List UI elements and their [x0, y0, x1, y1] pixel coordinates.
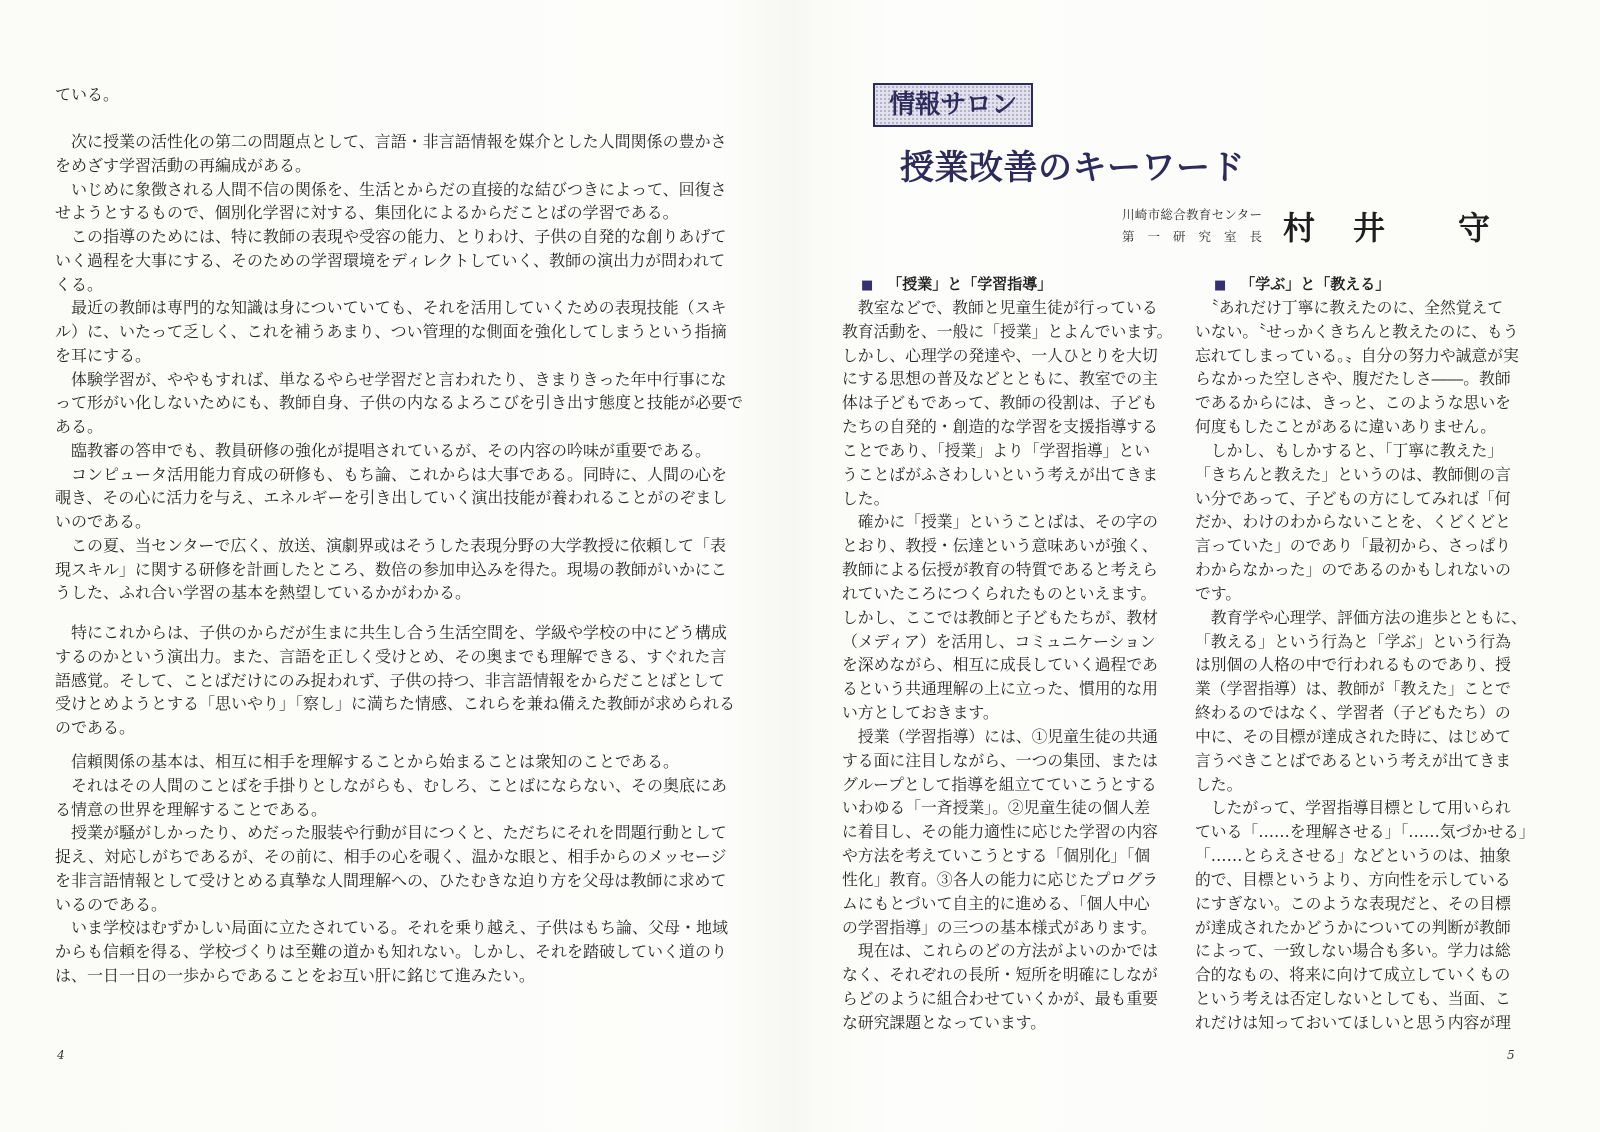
text-line: たちの自発的・創造的な学習を支援指導する	[842, 417, 1158, 437]
text-line: な研究課題となっています。	[842, 1012, 1047, 1032]
text-line: によって、一致しない場合も多い。学力は総	[1195, 941, 1511, 961]
text-line: したがって、学習指導目標として用いられ	[1195, 798, 1511, 818]
section-heading-text: 「授業」と「学習指導」	[887, 275, 1053, 293]
text-line: いく過程を大事にする、そのための学習環境をディレクトしていく、教師の演出力が問われて	[55, 250, 726, 270]
text-line: らどのように組合わせていくかが、最も重要	[842, 989, 1158, 1009]
text-line: のである。	[55, 718, 136, 738]
text-line: は、一日一日の一歩からであることをお互い肝に銘じて進みたい。	[55, 965, 535, 985]
text-line: ている。	[55, 85, 120, 104]
text-line: い分であって、子どもの方にしてみれば「何	[1195, 488, 1511, 508]
text-line: らなかった空しさや、腹だたしさ――。教師	[1195, 369, 1511, 389]
text-line: した。	[1195, 774, 1243, 794]
text-line: であるからには、きっと、このような思いを	[1195, 393, 1511, 413]
essay-body	[55, 83, 775, 988]
text-line: 教室などで、教師と児童生徒が行っている	[842, 298, 1158, 317]
text-line: ムにもとづいて自主的に進める、「個人中心	[842, 893, 1150, 913]
text-line: 捉え、対応しがちであるが、その前に、相手の心を覗く、温かな眼と、相手からのメッセージ	[55, 847, 727, 867]
text-line: した。	[842, 488, 890, 508]
text-line: 授業（学習指導）には、①児童生徒の共通	[842, 726, 1158, 746]
author-position: 第一研究室長	[1122, 229, 1262, 244]
text-line: は別個の人格の中で行われるものであり、授	[1195, 655, 1511, 675]
article-title: 授業改善のキーワード	[900, 148, 1245, 188]
text-line: だか、わけのわからないことを、くどくどと	[1195, 512, 1511, 532]
text-line: を耳にする。	[55, 345, 152, 365]
text-line: それはその人間のことばを手掛りとしながらも、むしろ、ことばにならない、その奥底にあ	[55, 775, 728, 795]
text-line: 業（学習指導）は、教師が「教えた」ことで	[1195, 679, 1511, 699]
section-heading-text: 「学ぶ」と「教える」	[1240, 275, 1391, 293]
text-line: 教師による伝授が教育の特質であると考えら	[842, 560, 1158, 580]
text-line: 次に授業の活性化の第二の問題点として、言語・非言語情報を媒介とした人間関係の豊かさ	[55, 132, 727, 152]
text-line: いわゆる「一斉授業」。②児童生徒の個人差	[842, 798, 1151, 818]
text-line: を深めながら、相互に成長していく過程であ	[842, 655, 1158, 675]
text-line: れていたころにつくられたものといえます。	[842, 583, 1157, 603]
text-line: る情意の世界を理解することである。	[55, 799, 328, 819]
text-line: 教育学や心理学、評価方法の進歩とともに、	[1195, 607, 1527, 627]
paragraph-group	[55, 750, 775, 988]
text-line: 合的なもの、将来に向けて成立していくもの	[1195, 965, 1511, 985]
article-column-1	[842, 272, 1182, 1035]
text-line: （メディア）を活用し、コミュニケーション	[842, 631, 1156, 651]
text-line: です。	[1195, 583, 1242, 603]
text-line: 言うべきことばであるという考えが出てきま	[1195, 750, 1511, 770]
text-line: の学習指導」の三つの基本様式があります。	[842, 917, 1157, 937]
text-line: 〝あれだけ丁寧に教えたのに、全然覚えて	[1195, 298, 1504, 317]
text-line: この指導のためには、特に教師の表現や受容の能力、とりわけ、子供の自発的な創りあげて	[55, 227, 727, 247]
text-line: くる。	[55, 274, 104, 294]
text-line: コンピュータ活用能力育成の研修も、もち論、これからは大事である。同時に、人間の心を	[55, 464, 728, 484]
text-line: って形がい化しないためにも、教師自身、子供の内なるよろこびを引き出す態度と技能が必要で	[55, 393, 744, 413]
text-line: 性化」教育。③各人の能力に応じたプログラ	[842, 869, 1158, 889]
text-line: が達成されたかどうかについての判断が教師	[1195, 917, 1511, 937]
text-line: ことであり、「授業」より「学習指導」とい	[842, 440, 1151, 460]
text-line: しかし、ここでは教師と子どもたちが、教材	[842, 607, 1158, 627]
text-line: るという共通理解の上に立った、慣用的な用	[842, 679, 1158, 699]
text-line: グループとして指導を組立てていこうとする	[842, 774, 1157, 794]
text-line: 最近の教師は専門的な知識は身についていても、それを活用していくための表現技能（スキ	[55, 298, 727, 318]
text-line: 教育活動を、一般に「授業」とよんでいます。	[842, 321, 1173, 341]
text-line: 臨教審の答申でも、教員研修の強化が提唱されているが、その内容の吟味が重要である。	[55, 440, 712, 460]
text-line: 現スキル」に関する研修を計画したところ、数倍の参加申込みを得た。現場の教師がいかにこ	[55, 559, 727, 579]
text-line: 「教える」という行為と「学ぶ」という行為	[1195, 631, 1511, 651]
text-line: いま学校はむずかしい局面に立たされている。それを乗り越え、子供はもち論、父母・地域	[55, 918, 728, 938]
text-line: いじめに象徴される人間不信の関係を、生活とからだの直接的な結びつきによって、回復さ	[55, 179, 727, 199]
text-line: うことばがふさわしいという考えが出てきま	[842, 464, 1158, 484]
author-affiliation	[1122, 204, 1262, 248]
square-bullet-icon: ■	[861, 278, 874, 293]
text-line: するのかという演出力。また、言語を正しく受けとめ、その奥までも理解できる、すぐれた言	[55, 646, 727, 666]
author-organization: 川崎市総合教育センター	[1122, 207, 1262, 222]
text-line: 信頼関係の基本は、相互に相手を理解することから始まることは衆知のことである。	[55, 752, 680, 772]
text-line: れだけは知っておいてほしいと思う内容が理	[1195, 1012, 1511, 1032]
text-line: 現在は、これらのどの方法がよいのかでは	[842, 941, 1158, 961]
text-line: 語感覚。そして、ことばだけにのみ捉われず、子供の持つ、非言語情報をからだことばとして	[55, 670, 725, 690]
paragraph-group	[55, 83, 775, 107]
text-line: という考えは否定しないとしても、当面、こ	[1195, 989, 1511, 1009]
page-number: 5	[1507, 1048, 1515, 1062]
text-line: い方としておきます。	[842, 703, 999, 723]
text-line: しかし、もしかすると、「丁寧に教えた」	[1195, 440, 1504, 460]
text-line: にすぎない。このような表現だと、その目標	[1195, 893, 1511, 913]
text-line: 「……とらえさせる」などというのは、抽象	[1195, 846, 1511, 866]
text-line: 授業が騒がしかったり、めだった服装や行動が目につくと、ただちにそれを問題行動として	[55, 823, 727, 843]
text-line: 中に、その目標が達成された時に、はじめて	[1195, 726, 1511, 746]
author-name: 村 井 守	[1283, 209, 1494, 247]
text-line: 忘れてしまっている。〟自分の努力や誠意が実	[1195, 345, 1519, 365]
text-line: する面に注目しながら、一つの集団、または	[842, 750, 1158, 770]
article-column-2	[1195, 272, 1545, 1035]
text-line: 覗き、その心に活力を与え、エネルギーを引き出していく演出技能が養われることがのぞまし	[55, 488, 728, 508]
text-line: 体験学習が、ややもすれば、単なるやらせ学習だと言われたり、きまりきった年中行事にな	[55, 369, 727, 389]
text-line: 終わるのではなく、学習者（子どもたち）の	[1195, 703, 1511, 723]
text-line: とおり、教授・伝達という意味あいが強く、	[842, 536, 1158, 556]
text-line: ている「……を理解させる」「……気づかせる」	[1195, 822, 1535, 842]
text-line: 特にこれからは、子供のからだが生まに共生し合う生活空間を、学級や学校の中にどう構成	[55, 623, 728, 643]
text-line: 的で、目標というより、方向性を示している	[1195, 869, 1511, 889]
text-line: いるのである。	[55, 894, 168, 914]
section-heading	[842, 272, 1182, 296]
text-line: この夏、当センターで広く、放送、演劇界或はそうした表現分野の大学教授に依頼して「表	[55, 535, 727, 555]
column-label-badge: 情報サロン	[873, 83, 1033, 127]
text-line: からも信頼を得る、学校づくりは至難の道かも知れない。しかし、それを踏破していく道のり	[55, 942, 728, 962]
paragraph-group	[55, 621, 775, 740]
right-page	[800, 0, 1600, 1132]
text-line: にする思想の普及などとともに、教室での主	[842, 369, 1158, 389]
text-line: 確かに「授業」ということばは、その字の	[842, 512, 1158, 532]
text-line: 「きちんと教えた」というのは、教師側の言	[1195, 464, 1511, 484]
text-line: せようとするもので、個別化学習に対する、集団化によるからだことばの学習である。	[55, 203, 679, 223]
text-line: しかし、心理学の発達や、一人ひとりを大切	[842, 345, 1158, 365]
page-number: 4	[57, 1048, 65, 1062]
paragraph-group	[55, 130, 775, 605]
text-line: なく、それぞれの長所・短所を明確にしなが	[842, 965, 1158, 985]
text-line: いのである。	[55, 512, 152, 532]
text-line: わからなかった」のであるのかもしれないの	[1195, 560, 1511, 580]
square-bullet-icon: ■	[1214, 278, 1227, 293]
text-line: いない。〝せっかくきちんと教えたのに、もう	[1195, 321, 1519, 341]
text-line: 言っていた」のであり「最初から、さっぱり	[1195, 536, 1511, 556]
text-line: ある。	[55, 417, 104, 437]
text-line: や方法を考えていこうとする「個別化」「個	[842, 846, 1151, 866]
text-line: 受けとめようとする「思いやり」「察し」に満ちた情感、これらを兼ね備えた教師が求められる	[55, 694, 736, 714]
text-line: を非言語情報として受けとめる真摯な人間理解への、ひたむきな迫り方を父母は教師に求めて	[55, 870, 727, 890]
text-line: ル）に、いたって乏しく、これを補うあまり、つい管理的な側面を強化してしまうという指摘	[55, 322, 727, 342]
text-line: 体は子どもであって、教師の役割は、子ども	[842, 393, 1158, 413]
text-line: に着目し、その能力適性に応じた学習の内容	[842, 822, 1158, 842]
section-heading	[1195, 272, 1545, 296]
text-line: 何度もしたことがあるに違いありません。	[1195, 417, 1497, 437]
text-line: うした、ふれ合い学習の基本を熱望しているかがわかる。	[55, 583, 472, 603]
text-line: をめざす学習活動の再編成がある。	[55, 155, 312, 175]
